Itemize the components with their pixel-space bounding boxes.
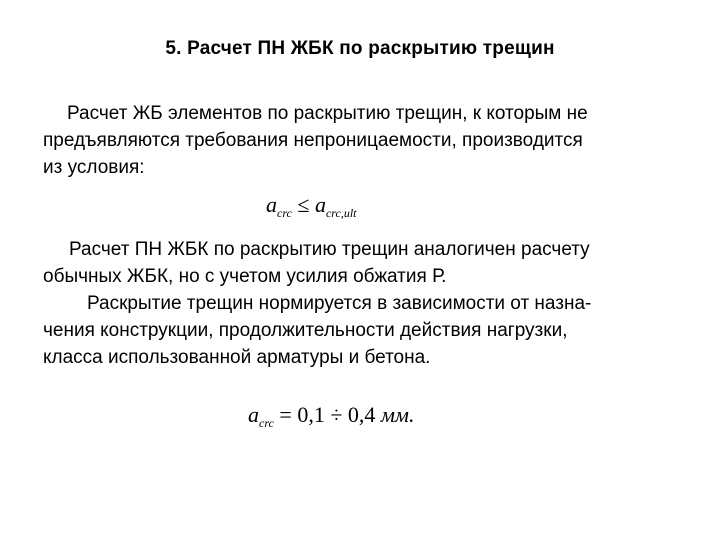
- paragraph-line: Раскрытие трещин нормируется в зависимости от назна-: [87, 293, 592, 314]
- paragraph-line: чения конструкции, продолжительности действия нагрузки,: [43, 320, 568, 341]
- formula-lhs-symbol: a: [266, 192, 277, 217]
- paragraph-line: из условия:: [43, 157, 145, 178]
- formula-crack-width-limit: [266, 192, 357, 221]
- formula-range-end: 0,4: [347, 402, 376, 427]
- paragraph-line: обычных ЖБК, но с учетом усилия обжатия Р.: [43, 266, 447, 287]
- formula-operator: ≤: [297, 192, 310, 217]
- formula-range-start: 0,1: [297, 402, 325, 427]
- formula-crack-width-range: [248, 402, 414, 431]
- formula-equals: =: [279, 402, 292, 427]
- paragraph-line: Расчет ЖБ элементов по раскрытию трещин, к которым не: [67, 103, 588, 124]
- formula-subscript: crc: [259, 416, 274, 430]
- formula-rhs-symbol: a: [314, 192, 326, 217]
- paragraph-line: предъявляются требования непроницаемости, производится: [43, 130, 583, 151]
- paragraph-line: Расчет ПН ЖБК по раскрытию трещин аналогичен расчету: [69, 239, 590, 260]
- paragraph-crack-condition: [43, 100, 683, 181]
- formula-unit: мм.: [380, 402, 415, 427]
- formula-lhs-subscript: crc: [277, 206, 292, 220]
- formula-rhs-subscript: crc,ult: [325, 206, 357, 220]
- formula-symbol: a: [248, 402, 259, 427]
- slide-title: 5. Расчет ПН ЖБК по раскрытию трещин: [165, 38, 555, 59]
- formula-range-sign: ÷: [330, 402, 343, 427]
- paragraph-prestressed-calculation: [43, 236, 683, 371]
- paragraph-line: класса использованной арматуры и бетона.: [43, 347, 431, 368]
